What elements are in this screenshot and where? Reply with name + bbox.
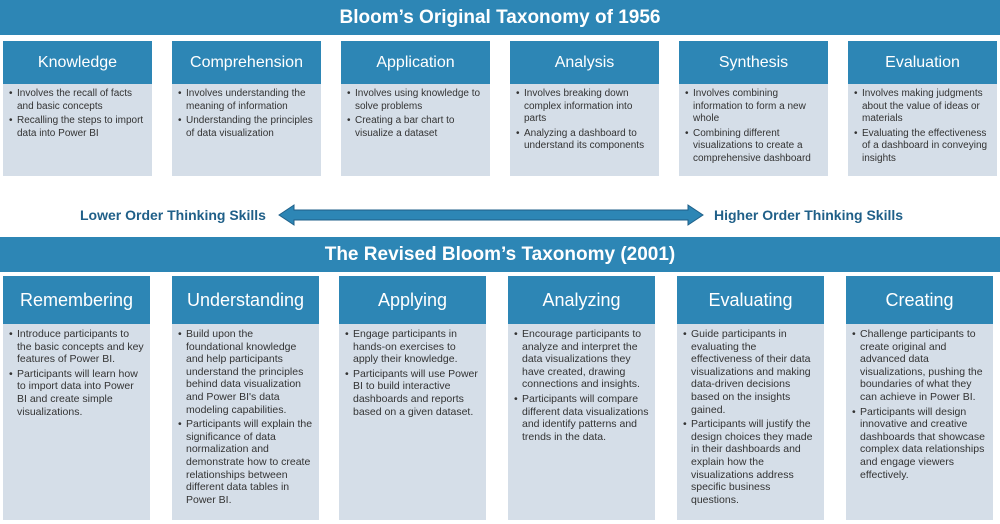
original-column-analysis bbox=[510, 41, 659, 176]
bullet-item: • Involves combining information to form a new whole bbox=[685, 88, 822, 126]
bullet-item: • Recalling the steps to import data into Power BI bbox=[9, 115, 146, 140]
column-body bbox=[3, 324, 150, 520]
original-column-application bbox=[341, 41, 490, 176]
column-header: Evaluating bbox=[677, 276, 824, 324]
bullet-item: • Participants will design innovative and creative dashboards that showcase complex data relationships and engage viewers effectively. bbox=[852, 406, 987, 482]
revised-taxonomy-title: The Revised Bloom’s Taxonomy (2001) bbox=[0, 237, 1000, 272]
bullet-item: • Involves using knowledge to solve problems bbox=[347, 88, 484, 113]
bullet-item: • Participants will learn how to import data into Power BI and create simple visualizations. bbox=[9, 368, 144, 418]
column-body bbox=[3, 84, 152, 176]
revised-column-understanding bbox=[172, 276, 319, 520]
column-body bbox=[339, 324, 486, 520]
bullet-item: • Involves the recall of facts and basic concepts bbox=[9, 88, 146, 113]
column-body bbox=[172, 84, 321, 176]
column-header: Evaluation bbox=[848, 41, 997, 84]
bullet-item: • Understanding the principles of data visualization bbox=[178, 115, 315, 140]
column-header: Analysis bbox=[510, 41, 659, 84]
bullet-item: • Introduce participants to the basic concepts and key features of Power BI. bbox=[9, 328, 144, 366]
higher-order-label: Higher Order Thinking Skills bbox=[714, 207, 904, 223]
lower-order-label: Lower Order Thinking Skills bbox=[80, 207, 266, 223]
column-header: Application bbox=[341, 41, 490, 84]
column-body bbox=[508, 324, 655, 520]
bullet-item: • Analyzing a dashboard to understand its components bbox=[516, 128, 653, 153]
original-column-knowledge bbox=[3, 41, 152, 176]
revised-column-remembering bbox=[3, 276, 150, 520]
bullet-item: • Creating a bar chart to visualize a dataset bbox=[347, 115, 484, 140]
revised-column-creating bbox=[846, 276, 993, 520]
revised-column-analyzing bbox=[508, 276, 655, 520]
column-header: Applying bbox=[339, 276, 486, 324]
bullet-item: • Participants will explain the significance of data normalization and demonstrate how to create relationships between different data tables in Power BI. bbox=[178, 418, 313, 506]
column-body bbox=[846, 324, 993, 520]
original-column-comprehension bbox=[172, 41, 321, 176]
double-headed-arrow-icon bbox=[278, 204, 704, 226]
revised-column-applying bbox=[339, 276, 486, 520]
bullet-item: • Involves making judgments about the value of ideas or materials bbox=[854, 88, 991, 126]
bullet-item: • Combining different visualizations to create a comprehensive dashboard bbox=[685, 128, 822, 166]
column-header: Synthesis bbox=[679, 41, 828, 84]
revised-column-evaluating bbox=[677, 276, 824, 520]
bullet-item: • Evaluating the effectiveness of a dashboard in conveying insights bbox=[854, 128, 991, 166]
bullet-item: • Challenge participants to create original and advanced data visualizations, pushing the boundaries of what they can achieve in Power BI. bbox=[852, 328, 987, 404]
column-header: Comprehension bbox=[172, 41, 321, 84]
column-body bbox=[677, 324, 824, 520]
bullet-item: • Participants will justify the design choices they made in their dashboards and explain how the visualizations address specific business questions. bbox=[683, 418, 818, 506]
column-body bbox=[510, 84, 659, 176]
bullet-item: • Encourage participants to analyze and interpret the data visualizations they have created, drawing connections and insights. bbox=[514, 328, 649, 391]
bullet-item: • Involves breaking down complex information into parts bbox=[516, 88, 653, 126]
bullet-item: • Build upon the foundational knowledge and help participants understand the principles behind data visualization and Power BI's data modeling capabilities. bbox=[178, 328, 313, 416]
column-header: Remembering bbox=[3, 276, 150, 324]
original-column-synthesis bbox=[679, 41, 828, 176]
bullet-item: • Engage participants in hands-on exercises to apply their knowledge. bbox=[345, 328, 480, 366]
bullet-item: • Involves understanding the meaning of information bbox=[178, 88, 315, 113]
original-column-evaluation bbox=[848, 41, 997, 176]
column-body bbox=[341, 84, 490, 176]
column-header: Understanding bbox=[172, 276, 319, 324]
bullet-item: • Guide participants in evaluating the effectiveness of their data visualizations and making data-driven decisions based on the insights gained. bbox=[683, 328, 818, 416]
column-header: Creating bbox=[846, 276, 993, 324]
column-header: Analyzing bbox=[508, 276, 655, 324]
column-body bbox=[172, 324, 319, 520]
column-body bbox=[848, 84, 997, 176]
original-taxonomy-title: Bloom’s Original Taxonomy of 1956 bbox=[0, 0, 1000, 35]
bullet-item: • Participants will compare different data visualizations and identify patterns and trends in the data. bbox=[514, 393, 649, 443]
column-header: Knowledge bbox=[3, 41, 152, 84]
column-body bbox=[679, 84, 828, 176]
bullet-item: • Participants will use Power BI to build interactive dashboards and reports based on a given dataset. bbox=[345, 368, 480, 418]
